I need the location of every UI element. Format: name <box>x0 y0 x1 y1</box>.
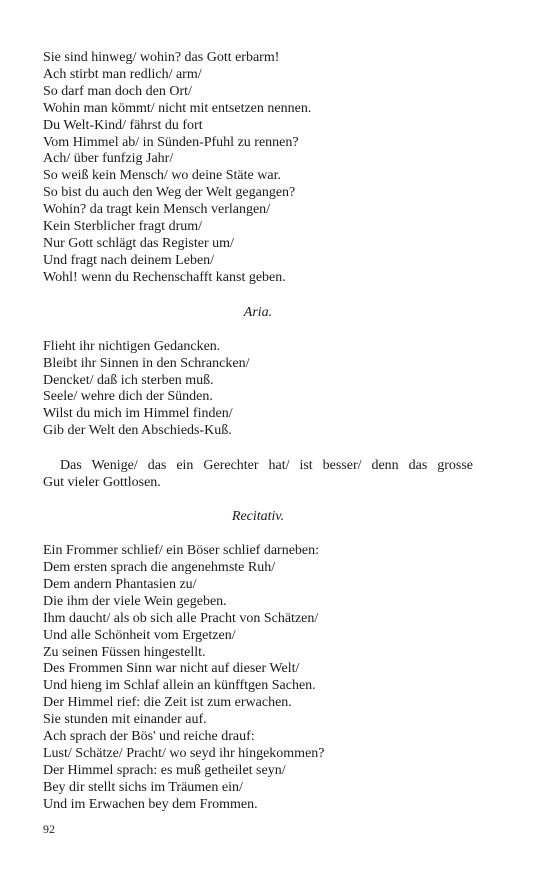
verse-line: Seele/ wehre dich der Sünden. <box>43 389 213 405</box>
recitativ-heading: Recitativ. <box>231 509 285 525</box>
verse-line: Bleibt ihr Sinnen in den Schrancken/ <box>43 355 250 371</box>
verse-line: Lust/ Schätze/ Pracht/ wo seyd ihr hingekommen? <box>43 746 325 761</box>
verse-line: Dem ersten sprach die angenehmste Ruh/ <box>43 560 276 576</box>
verse-line: Ach sprach der Bös' und reiche drauf: <box>43 729 255 745</box>
page-body <box>43 50 473 814</box>
recitative-stanza-1 <box>43 50 473 287</box>
verse-line: Bey dir stellt sichs im Träumen ein/ <box>43 779 243 795</box>
verse-line: Flieht ihr nichtigen Gedancken. <box>43 338 221 354</box>
verse-line: Der Himmel sprach: es muß getheilet seyn/ <box>43 762 286 778</box>
verse-line: Gib der Welt den Abschieds-Kuß. <box>43 423 232 439</box>
scripture-line: Das Wenige/ das ein Gerechter hat/ ist besser/ denn das grosse <box>60 458 473 474</box>
verse-line: Zu seinen Füssen hingestellt. <box>43 644 206 660</box>
verse-line: Nur Gott schlägt das Register um/ <box>43 235 234 251</box>
verse-line: Und alle Schönheit vom Ergetzen/ <box>43 627 236 643</box>
verse-line: Vom Himmel ab/ in Sünden-Pfuhl zu rennen? <box>43 134 299 150</box>
verse-line: Des Frommen Sinn war nicht auf dieser Welt/ <box>43 661 300 677</box>
page-number: 92 <box>43 822 55 836</box>
scripture-line: Gut vieler Gottlosen. <box>43 475 161 491</box>
verse-line: Wohin man kömmt/ nicht mit entsetzen nennen. <box>43 100 312 116</box>
verse-line: Sie stunden mit einander auf. <box>43 712 207 728</box>
verse-line: So darf man doch den Ort/ <box>43 83 192 99</box>
verse-line: Ihm daucht/ als ob sich alle Pracht von Schätzen/ <box>43 610 319 626</box>
verse-line: So weiß kein Mensch/ wo deine Stäte war. <box>43 168 281 184</box>
aria-stanza <box>43 339 473 440</box>
verse-line: Wilst du mich im Himmel finden/ <box>43 406 233 422</box>
verse-line: Die ihm der viele Wein gegeben. <box>43 593 227 609</box>
verse-line: So bist du auch den Weg der Welt gegangen? <box>43 185 296 201</box>
verse-line: Der Himmel rief: die Zeit ist zum erwachen. <box>43 695 292 711</box>
verse-line: Ach stirbt man redlich/ arm/ <box>43 66 202 82</box>
verse-line: Wohl! wenn du Rechenschafft kanst geben. <box>43 269 286 285</box>
verse-line: Kein Sterblicher fragt drum/ <box>43 219 203 235</box>
recitative-stanza-2 <box>43 543 473 814</box>
verse-line: Sie sind hinweg/ wohin? das Gott erbarm! <box>43 50 280 65</box>
verse-line: Ein Frommer schlief/ ein Böser schlief darneben: <box>43 543 320 559</box>
scripture-paragraph <box>43 457 473 491</box>
verse-line: Dem andern Phantasien zu/ <box>43 576 197 592</box>
verse-line: Dencket/ daß ich sterben muß. <box>43 372 214 388</box>
verse-line: Wohin? da tragt kein Mensch verlangen/ <box>43 202 271 218</box>
verse-line: Du Welt-Kind/ fährst du fort <box>43 117 203 133</box>
aria-heading: Aria. <box>243 304 273 320</box>
verse-line: Und hieng im Schlaf allein an künfftgen Sachen. <box>43 678 316 694</box>
verse-line: Und fragt nach deinem Leben/ <box>43 252 215 268</box>
verse-line: Und im Erwachen bey dem Frommen. <box>43 796 258 812</box>
verse-line: Ach/ über funfzig Jahr/ <box>43 151 174 167</box>
